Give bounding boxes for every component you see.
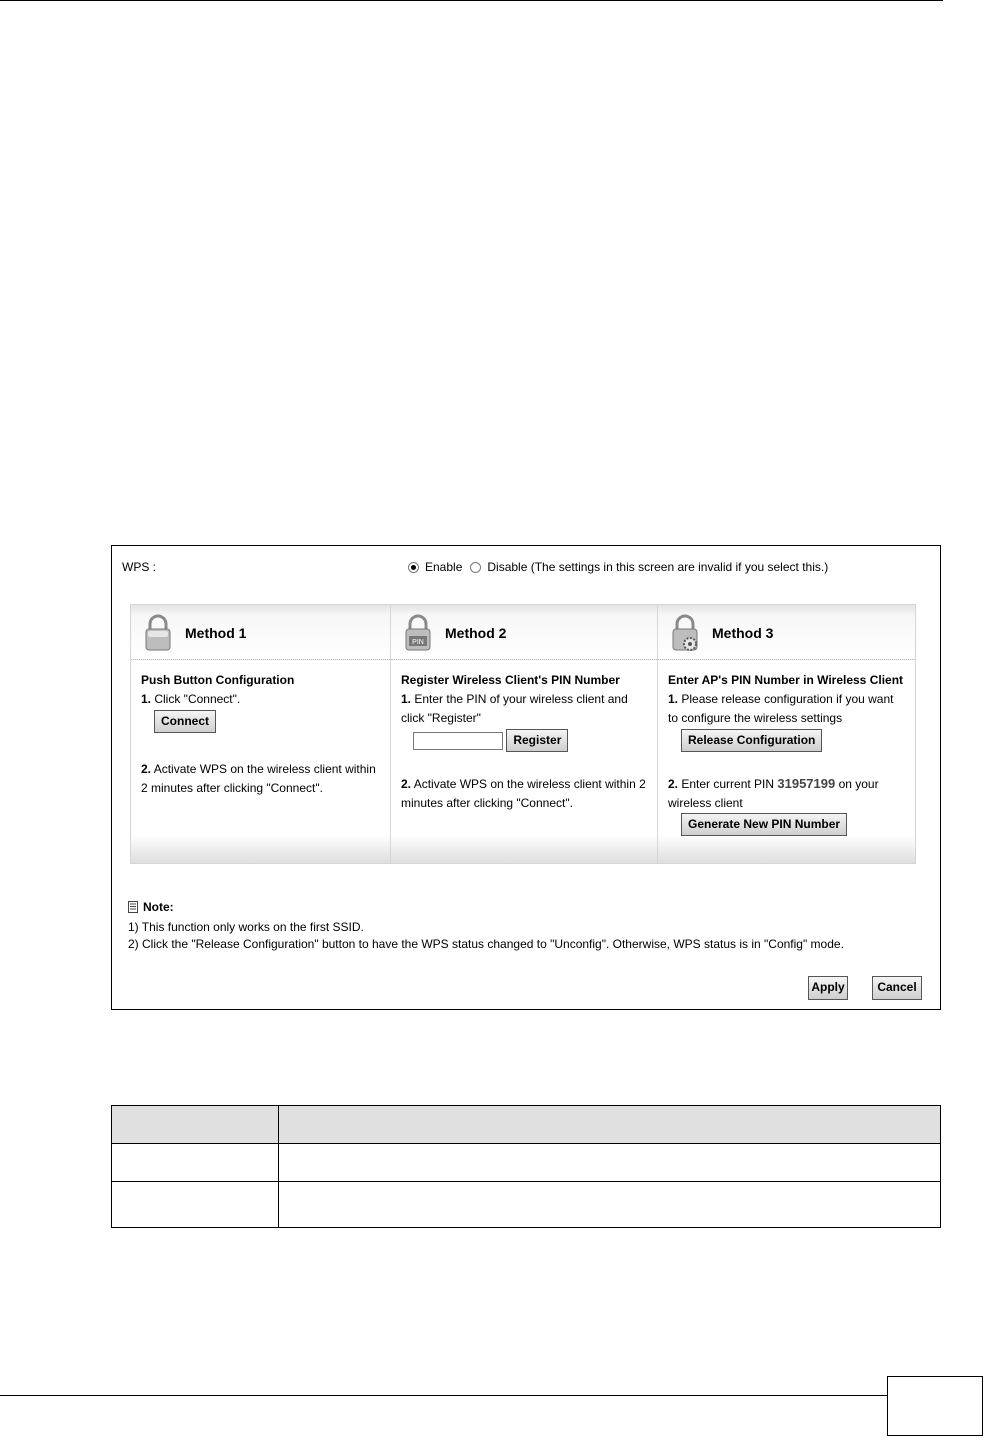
method-2-title: Method 2 bbox=[445, 625, 507, 641]
client-pin-input[interactable] bbox=[413, 732, 503, 750]
wps-radio-group bbox=[408, 560, 828, 574]
note-icon bbox=[128, 901, 138, 913]
register-button[interactable]: Register bbox=[506, 729, 568, 752]
method-3-heading: Enter AP's PIN Number in Wireless Client bbox=[668, 673, 904, 687]
table-header bbox=[112, 1106, 940, 1144]
method-2-step2: 2. Activate WPS on the wireless client within 2 minutes after clicking "Connect". bbox=[401, 777, 646, 810]
note-line-2: 2) Click the "Release Configuration" button to have the WPS status changed to "Unconfig". Otherwise, WPS status is in "Config" mode. bbox=[128, 937, 844, 951]
note-line-1: 1) This function only works on the first SSID. bbox=[128, 920, 364, 934]
method-2-step1: 1. Enter the PIN of your wireless client and click "Register" bbox=[401, 692, 628, 725]
method-3-column bbox=[658, 605, 915, 863]
method-2-header bbox=[391, 605, 657, 660]
wps-enable-radio[interactable] bbox=[408, 562, 419, 573]
method-1-header bbox=[131, 605, 390, 660]
method-1-body bbox=[131, 671, 390, 798]
svg-text:PIN: PIN bbox=[412, 639, 424, 646]
method-2-body bbox=[391, 671, 657, 813]
wps-enable-label: Enable bbox=[425, 560, 463, 574]
wps-screen bbox=[111, 545, 941, 1010]
method-3-title: Method 3 bbox=[712, 625, 774, 641]
wps-disable-label: Disable (The settings in this screen are invalid if you select this.) bbox=[487, 560, 829, 574]
wps-disable-radio[interactable] bbox=[470, 562, 481, 573]
gear-lock-icon bbox=[670, 613, 700, 653]
lock-icon bbox=[143, 613, 173, 653]
method-3-step1: 1. Please release configuration if you want to configure the wireless settings bbox=[668, 692, 894, 725]
method-1-step1: 1. Click "Connect". bbox=[141, 692, 241, 706]
method-1-heading: Push Button Configuration bbox=[141, 673, 295, 687]
release-configuration-button[interactable]: Release Configuration bbox=[681, 729, 822, 752]
pin-lock-icon bbox=[403, 613, 433, 653]
method-1-step2: 2. Activate WPS on the wireless client within 2 minutes after clicking "Connect". bbox=[141, 762, 376, 795]
method-1-title: Method 1 bbox=[185, 625, 247, 641]
table-row-divider bbox=[112, 1181, 940, 1182]
connect-button[interactable]: Connect bbox=[154, 710, 216, 733]
footer-rule bbox=[0, 1395, 887, 1396]
description-table bbox=[111, 1105, 941, 1228]
apply-button[interactable]: Apply bbox=[808, 976, 848, 1000]
note-title: Note: bbox=[143, 900, 174, 914]
method-3-header bbox=[658, 605, 915, 660]
method-2-column bbox=[391, 605, 658, 863]
ap-pin-value: 31957199 bbox=[777, 776, 836, 791]
generate-pin-button[interactable]: Generate New PIN Number bbox=[681, 813, 847, 836]
table-column-divider bbox=[278, 1106, 279, 1227]
cancel-button[interactable]: Cancel bbox=[872, 976, 922, 1000]
method-3-body bbox=[658, 671, 915, 836]
method-2-heading: Register Wireless Client's PIN Number bbox=[401, 673, 620, 687]
page-number-box bbox=[887, 1376, 983, 1436]
wps-label: WPS : bbox=[122, 560, 157, 574]
header-rule bbox=[0, 0, 943, 1]
method-1-column bbox=[131, 605, 391, 863]
methods-panel bbox=[130, 604, 916, 864]
method-3-step2: 2. Enter current PIN 31957199 on your wireless client bbox=[668, 776, 879, 810]
